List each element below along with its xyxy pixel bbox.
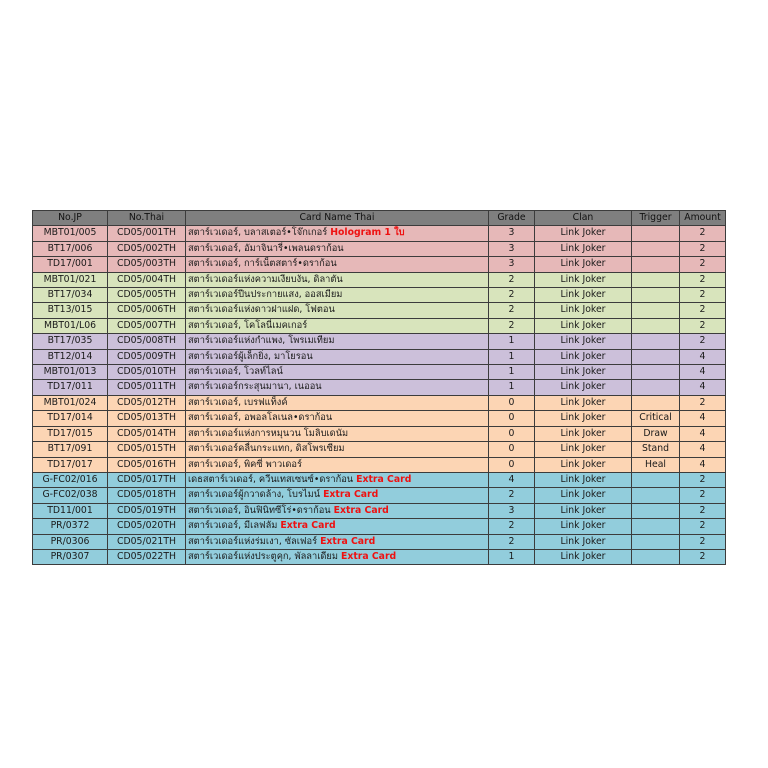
card-name-text: สตาร์เวเดอร์กระสุนมานา, เนออน	[188, 381, 322, 393]
card-name-text: สตาร์เวเดอร์แห่งร่มเงา, ซัลเฟอร์	[188, 535, 318, 547]
cell-trigger: Stand	[632, 442, 680, 457]
header-trigger: Trigger	[632, 211, 680, 226]
card-name-text: สตาร์เวเดอร์, บลาสเตอร์•โจ๊กเกอร์	[188, 227, 328, 239]
cell-no-jp: PR/0306	[33, 534, 108, 549]
cell-grade: 3	[489, 257, 535, 272]
cell-trigger	[632, 365, 680, 380]
header-row	[33, 211, 726, 226]
cell-amount: 2	[680, 226, 726, 241]
cell-card-name	[186, 472, 489, 487]
cell-grade: 1	[489, 334, 535, 349]
cell-trigger	[632, 380, 680, 395]
card-name-text: สตาร์เวเดอร์แห่งกำแพง, โพรเมเทียม	[188, 335, 335, 347]
cell-clan: Link Joker	[535, 426, 632, 441]
table-row	[33, 488, 726, 503]
cell-no-jp: PR/0372	[33, 519, 108, 534]
cell-grade: 1	[489, 349, 535, 364]
cell-no-jp: BT13/015	[33, 303, 108, 318]
cell-grade: 2	[489, 303, 535, 318]
cell-grade: 0	[489, 411, 535, 426]
cell-no-thai: CD05/011TH	[108, 380, 186, 395]
cell-no-jp: TD17/017	[33, 457, 108, 472]
card-list-table	[32, 210, 726, 565]
table-row	[33, 241, 726, 256]
card-name-text: สตาร์เวเดอร์ผู้กวาดล้าง, โบรไมน์	[188, 489, 321, 501]
cell-clan: Link Joker	[535, 241, 632, 256]
cell-no-thai: CD05/001TH	[108, 226, 186, 241]
cell-no-thai: CD05/005TH	[108, 288, 186, 303]
cell-grade: 2	[489, 272, 535, 287]
header-card-name: Card Name Thai	[186, 211, 489, 226]
card-name-text: สตาร์เวเดอร์แห่งการหมุนวน โมลิบเดนัม	[188, 427, 349, 439]
cell-amount: 4	[680, 426, 726, 441]
cell-no-thai: CD05/016TH	[108, 457, 186, 472]
cell-trigger	[632, 241, 680, 256]
cell-no-thai: CD05/009TH	[108, 349, 186, 364]
cell-clan: Link Joker	[535, 303, 632, 318]
cell-card-name	[186, 503, 489, 518]
card-name-text: สตาร์เวเดอร์, อินฟินิทซีโร่•ดราก้อน	[188, 504, 331, 516]
cell-clan: Link Joker	[535, 411, 632, 426]
table-row	[33, 411, 726, 426]
table-row	[33, 288, 726, 303]
cell-trigger	[632, 303, 680, 318]
cell-amount: 2	[680, 534, 726, 549]
cell-card-name	[186, 395, 489, 410]
cell-amount: 4	[680, 457, 726, 472]
cell-amount: 2	[680, 272, 726, 287]
table-row	[33, 303, 726, 318]
table-row	[33, 457, 726, 472]
cell-no-thai: CD05/008TH	[108, 334, 186, 349]
cell-no-jp: BT17/035	[33, 334, 108, 349]
cell-grade: 0	[489, 426, 535, 441]
cell-amount: 2	[680, 503, 726, 518]
cell-grade: 2	[489, 488, 535, 503]
cell-trigger: Critical	[632, 411, 680, 426]
cell-no-thai: CD05/010TH	[108, 365, 186, 380]
cell-no-jp: G-FC02/038	[33, 488, 108, 503]
cell-grade: 3	[489, 226, 535, 241]
cell-clan: Link Joker	[535, 549, 632, 564]
cell-no-jp: TD17/014	[33, 411, 108, 426]
cell-card-name	[186, 303, 489, 318]
cell-card-name	[186, 549, 489, 564]
card-name-text: สตาร์เวเดอร์, การ์เน็ตสตาร์•ดราก้อน	[188, 258, 337, 270]
cell-card-name	[186, 457, 489, 472]
cell-no-thai: CD05/003TH	[108, 257, 186, 272]
cell-clan: Link Joker	[535, 257, 632, 272]
cell-amount: 2	[680, 472, 726, 487]
cell-no-jp: BT17/091	[33, 442, 108, 457]
card-note: Extra Card	[356, 473, 412, 485]
cell-no-jp: MBT01/L06	[33, 318, 108, 333]
cell-amount: 4	[680, 411, 726, 426]
card-name-text: สตาร์เวเดอร์, เบรฟแท็งค์	[188, 396, 288, 408]
cell-amount: 4	[680, 349, 726, 364]
cell-grade: 0	[489, 442, 535, 457]
cell-no-jp: TD17/015	[33, 426, 108, 441]
header-grade: Grade	[489, 211, 535, 226]
cell-amount: 2	[680, 488, 726, 503]
cell-amount: 2	[680, 395, 726, 410]
cell-amount: 4	[680, 380, 726, 395]
card-note: Extra Card	[340, 550, 397, 562]
cell-no-thai: CD05/004TH	[108, 272, 186, 287]
cell-no-jp: G-FC02/016	[33, 472, 108, 487]
cell-trigger	[632, 257, 680, 272]
cell-no-jp: MBT01/024	[33, 395, 108, 410]
cell-clan: Link Joker	[535, 534, 632, 549]
table-row	[33, 442, 726, 457]
card-name-text: สตาร์เวเดอร์, มีเลฟลัม	[188, 520, 278, 532]
card-name-text: สตาร์เวเดอร์, อพอลโลเนล•ดราก้อน	[188, 412, 333, 424]
cell-clan: Link Joker	[535, 442, 632, 457]
cell-grade: 1	[489, 365, 535, 380]
cell-card-name	[186, 272, 489, 287]
cell-amount: 4	[680, 442, 726, 457]
cell-clan: Link Joker	[535, 365, 632, 380]
cell-trigger	[632, 503, 680, 518]
cell-trigger	[632, 549, 680, 564]
table-row	[33, 349, 726, 364]
header-no-thai: No.Thai	[108, 211, 186, 226]
table-row	[33, 365, 726, 380]
card-name-text: สตาร์เวเดอร์, อัมาจินารี่•เพลนดราก้อน	[188, 242, 344, 254]
cell-no-thai: CD05/002TH	[108, 241, 186, 256]
cell-trigger: Heal	[632, 457, 680, 472]
cell-amount: 2	[680, 303, 726, 318]
table-row	[33, 534, 726, 549]
cell-clan: Link Joker	[535, 503, 632, 518]
card-name-text: สตาร์เวเดอร์, โคโลนี่เมคเกอร์	[188, 319, 308, 331]
card-name-text: สตาร์เวเดอร์, โวลท์ไลน์	[188, 366, 283, 378]
cell-grade: 0	[489, 457, 535, 472]
cell-no-thai: CD05/017TH	[108, 472, 186, 487]
cell-trigger	[632, 334, 680, 349]
card-name-text: สตาร์เวเดอร์ปีนประกายแสง, ออสเมียม	[188, 289, 343, 301]
cell-trigger	[632, 272, 680, 287]
header-clan: Clan	[535, 211, 632, 226]
card-name-text: สตาร์เวเดอร์, พิคซี่ พาวเดอร์	[188, 458, 303, 470]
card-note: Extra Card	[323, 489, 379, 501]
cell-clan: Link Joker	[535, 519, 632, 534]
cell-grade: 3	[489, 241, 535, 256]
cell-no-thai: CD05/006TH	[108, 303, 186, 318]
cell-no-thai: CD05/007TH	[108, 318, 186, 333]
table-row	[33, 472, 726, 487]
cell-no-thai: CD05/021TH	[108, 534, 186, 549]
cell-no-thai: CD05/015TH	[108, 442, 186, 457]
cell-grade: 2	[489, 288, 535, 303]
card-note: Extra Card	[333, 504, 389, 516]
table-row	[33, 272, 726, 287]
cell-no-thai: CD05/020TH	[108, 519, 186, 534]
cell-clan: Link Joker	[535, 288, 632, 303]
cell-grade: 0	[489, 395, 535, 410]
cell-grade: 3	[489, 503, 535, 518]
cell-no-thai: CD05/014TH	[108, 426, 186, 441]
card-name-text: สตาร์เวเดอร์แห่งความเงียบงัน, ดิลาตัน	[188, 273, 343, 285]
cell-no-jp: TD17/011	[33, 380, 108, 395]
table-row	[33, 395, 726, 410]
table-row	[33, 318, 726, 333]
cell-trigger	[632, 534, 680, 549]
cell-amount: 2	[680, 334, 726, 349]
cell-card-name	[186, 442, 489, 457]
cell-card-name	[186, 411, 489, 426]
cell-clan: Link Joker	[535, 272, 632, 287]
cell-no-jp: MBT01/021	[33, 272, 108, 287]
card-name-text: สตาร์เวเดอร์คลื่นกระแทก, ดิสโพรเซียม	[188, 443, 345, 455]
cell-clan: Link Joker	[535, 488, 632, 503]
cell-card-name	[186, 334, 489, 349]
cell-card-name	[186, 241, 489, 256]
cell-grade: 2	[489, 534, 535, 549]
cell-clan: Link Joker	[535, 318, 632, 333]
table-row	[33, 503, 726, 518]
cell-trigger	[632, 288, 680, 303]
cell-card-name	[186, 519, 489, 534]
cell-amount: 2	[680, 549, 726, 564]
card-name-text: สตาร์เวเดอร์ผู้เล็กยิ่ง, มาโยรอน	[188, 350, 313, 362]
cell-grade: 1	[489, 380, 535, 395]
cell-card-name	[186, 488, 489, 503]
table-row	[33, 257, 726, 272]
cell-clan: Link Joker	[535, 334, 632, 349]
cell-grade: 1	[489, 549, 535, 564]
cell-amount: 2	[680, 288, 726, 303]
header-amount: Amount	[680, 211, 726, 226]
cell-grade: 2	[489, 519, 535, 534]
cell-no-jp: PR/0307	[33, 549, 108, 564]
cell-clan: Link Joker	[535, 472, 632, 487]
cell-no-jp: TD11/001	[33, 503, 108, 518]
cell-amount: 2	[680, 257, 726, 272]
card-note: Extra Card	[280, 520, 336, 532]
cell-no-jp: TD17/001	[33, 257, 108, 272]
cell-no-jp: MBT01/005	[33, 226, 108, 241]
cell-amount: 4	[680, 365, 726, 380]
cell-card-name	[186, 288, 489, 303]
cell-card-name	[186, 349, 489, 364]
cell-clan: Link Joker	[535, 457, 632, 472]
cell-card-name	[186, 226, 489, 241]
cell-card-name	[186, 257, 489, 272]
cell-trigger	[632, 318, 680, 333]
cell-amount: 2	[680, 241, 726, 256]
cell-no-jp: BT17/034	[33, 288, 108, 303]
cell-amount: 2	[680, 318, 726, 333]
cell-no-jp: BT17/006	[33, 241, 108, 256]
cell-trigger	[632, 226, 680, 241]
table-row	[33, 426, 726, 441]
cell-grade: 2	[489, 318, 535, 333]
cell-trigger	[632, 395, 680, 410]
cell-clan: Link Joker	[535, 380, 632, 395]
cell-clan: Link Joker	[535, 226, 632, 241]
cell-card-name	[186, 318, 489, 333]
card-note: Extra Card	[320, 535, 376, 547]
card-name-text: สตาร์เวเดอร์แห่งประตูคุก, พัลลาเดียม	[188, 550, 338, 562]
cell-trigger	[632, 349, 680, 364]
card-note: Hologram 1 ใบ	[330, 227, 405, 239]
cell-no-thai: CD05/019TH	[108, 503, 186, 518]
cell-trigger: Draw	[632, 426, 680, 441]
cell-no-jp: MBT01/013	[33, 365, 108, 380]
cell-card-name	[186, 365, 489, 380]
cell-trigger	[632, 519, 680, 534]
table-row	[33, 380, 726, 395]
cell-trigger	[632, 488, 680, 503]
card-name-text: สตาร์เวเดอร์แห่งดาวฝาแฝด, โฟตอน	[188, 304, 335, 316]
cell-trigger	[632, 472, 680, 487]
card-name-text: เดธสตาร์เวเดอร์, ควีนเทสเซนซ์•ดราก้อน	[188, 473, 354, 485]
cell-amount: 2	[680, 519, 726, 534]
cell-no-thai: CD05/022TH	[108, 549, 186, 564]
cell-card-name	[186, 426, 489, 441]
cell-no-thai: CD05/013TH	[108, 411, 186, 426]
table-row	[33, 519, 726, 534]
cell-no-thai: CD05/012TH	[108, 395, 186, 410]
cell-no-thai: CD05/018TH	[108, 488, 186, 503]
table-row	[33, 334, 726, 349]
cell-card-name	[186, 534, 489, 549]
header-no-jp: No.JP	[33, 211, 108, 226]
table-row	[33, 226, 726, 241]
cell-no-jp: BT12/014	[33, 349, 108, 364]
cell-clan: Link Joker	[535, 395, 632, 410]
cell-clan: Link Joker	[535, 349, 632, 364]
table-row	[33, 549, 726, 564]
cell-grade: 4	[489, 472, 535, 487]
cell-card-name	[186, 380, 489, 395]
